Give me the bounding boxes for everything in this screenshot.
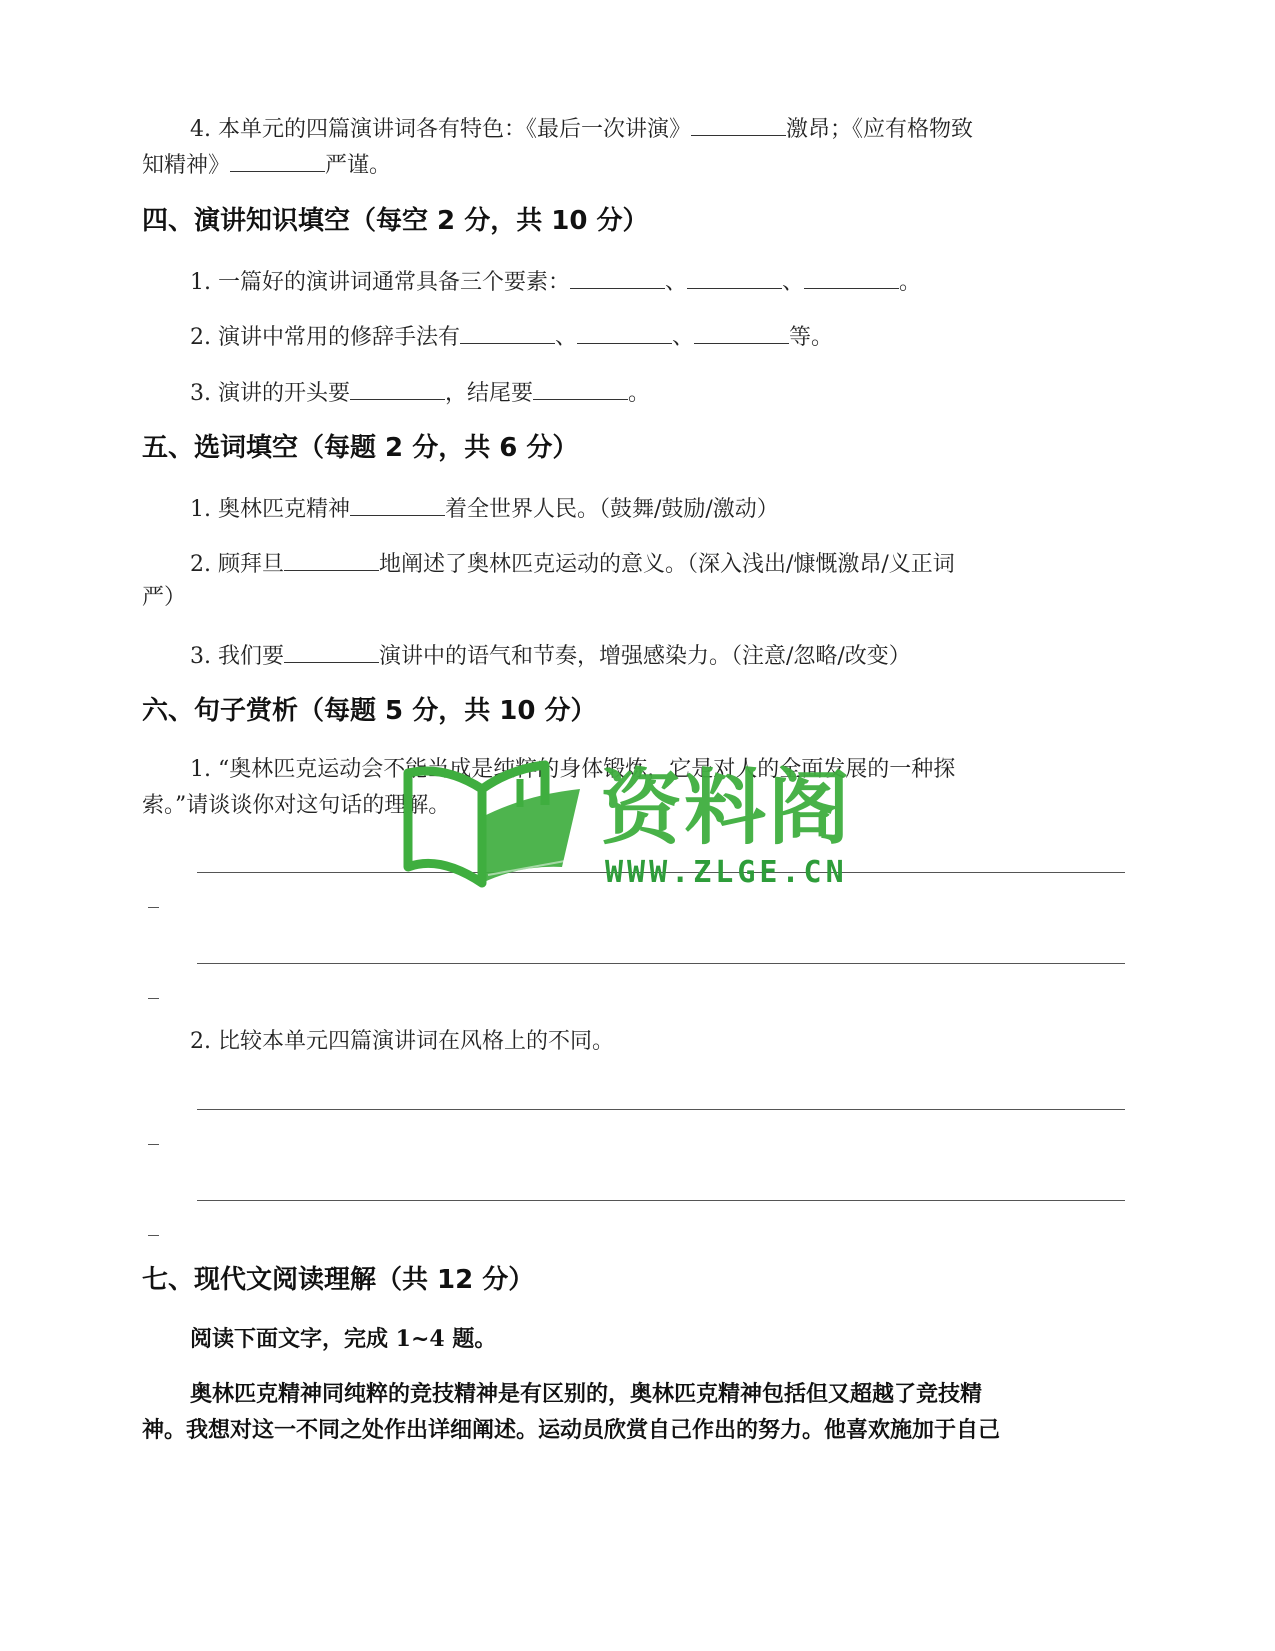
- separator: 、: [554, 325, 577, 350]
- s4-q3: [190, 377, 650, 408]
- section-heading-7: 七、现代文阅读理解（共 12 分）: [142, 1265, 535, 1295]
- s3-q4-text-a: 4. 本单元的四篇演讲词各有特色：《最后一次讲演》: [190, 117, 691, 142]
- watermark-brand: 资料阁: [600, 761, 853, 856]
- s7-paragraph-line2: 神。我想对这一不同之处作出详细阐述。运动员欣赏自己作出的努力。他喜欢施加于自己: [142, 1417, 1001, 1443]
- answer-blank[interactable]: [460, 321, 555, 344]
- s3-q4-line2: [142, 149, 391, 180]
- s6-q1-line1: 1. “奥林匹克运动会不能当成是纯粹的身体锻炼，它是对人的全面发展的一种探: [190, 757, 956, 782]
- answer-blank[interactable]: [570, 266, 665, 289]
- answer-line-dash: [148, 1235, 159, 1236]
- watermark-url: WWW.ZLGE.CN: [605, 855, 848, 890]
- s5-q3: [190, 640, 911, 671]
- s3-q4-text-b: 激昂；《应有格物致: [786, 117, 974, 142]
- s3-q4-text-d: 严谨。: [325, 153, 392, 178]
- answer-line[interactable]: [197, 963, 1125, 964]
- s4-q2: [190, 321, 833, 352]
- s6-q2-line1: 2. 比较本单元四篇演讲词在风格上的不同。: [190, 1029, 614, 1054]
- s4-q3-text-a: 3. 演讲的开头要: [190, 381, 350, 406]
- answer-line-dash: [148, 907, 159, 908]
- s5-q1-text-a: 1. 奥林匹克精神: [190, 497, 350, 522]
- answer-blank[interactable]: [533, 377, 628, 400]
- s4-q3-end: 。: [628, 381, 651, 406]
- section-heading-4: 四、演讲知识填空（每空 2 分，共 10 分）: [142, 206, 649, 236]
- s3-q4-text-c: 知精神》: [142, 153, 231, 178]
- s4-q3-text-b: ，结尾要: [444, 381, 533, 406]
- answer-blank[interactable]: [804, 266, 899, 289]
- watermark-logo: [400, 755, 870, 895]
- s5-q3-text-a: 3. 我们要: [190, 644, 284, 669]
- s7-instruction: 阅读下面文字，完成 1~4 题。: [190, 1326, 497, 1352]
- s5-q1-text-b: 着全世界人民。（鼓舞/鼓励/激动）: [444, 497, 779, 522]
- s5-q2-text-b: 地阐述了奥林匹克运动的意义。（深入浅出/慷慨激昂/义正词: [378, 552, 955, 577]
- answer-blank[interactable]: [284, 640, 379, 663]
- answer-line-dash: [148, 998, 159, 999]
- s4-q2-end: 等。: [789, 325, 834, 350]
- section-heading-5: 五、选词填空（每题 2 分，共 6 分）: [142, 433, 579, 463]
- s5-q3-text-b: 演讲中的语气和节奏，增强感染力。（注意/忽略/改变）: [378, 644, 911, 669]
- answer-line[interactable]: [197, 1200, 1125, 1201]
- answer-line[interactable]: [197, 1109, 1125, 1110]
- answer-blank[interactable]: [284, 548, 379, 571]
- s5-q1: [190, 493, 779, 524]
- answer-blank[interactable]: [230, 149, 325, 172]
- s5-q2-line2: 严）: [142, 585, 187, 610]
- section-heading-6: 六、句子赏析（每题 5 分，共 10 分）: [142, 696, 597, 726]
- s4-q1-text: 1. 一篇好的演讲词通常具备三个要素：: [190, 270, 570, 295]
- answer-blank[interactable]: [687, 266, 782, 289]
- answer-blank[interactable]: [694, 321, 789, 344]
- answer-blank[interactable]: [691, 113, 786, 136]
- answer-line-dash: [148, 1144, 159, 1145]
- separator: 、: [672, 325, 695, 350]
- book-icon: [400, 755, 600, 895]
- answer-blank[interactable]: [350, 377, 445, 400]
- s4-q2-text: 2. 演讲中常用的修辞手法有: [190, 325, 460, 350]
- separator: 、: [665, 270, 688, 295]
- answer-blank[interactable]: [350, 493, 445, 516]
- s3-q4-line1: [190, 113, 973, 144]
- s4-q1-end: 。: [899, 270, 922, 295]
- s5-q2: [190, 548, 955, 579]
- s4-q1: [190, 266, 921, 297]
- s5-q2-text-a: 2. 顾拜旦: [190, 552, 284, 577]
- s6-q1-line2: 索。”请谈谈你对这句话的理解。: [142, 793, 451, 818]
- separator: 、: [782, 270, 805, 295]
- s7-paragraph-line1: 奥林匹克精神同纯粹的竞技精神是有区别的，奥林匹克精神包括但又超越了竞技精: [190, 1381, 983, 1407]
- answer-blank[interactable]: [577, 321, 672, 344]
